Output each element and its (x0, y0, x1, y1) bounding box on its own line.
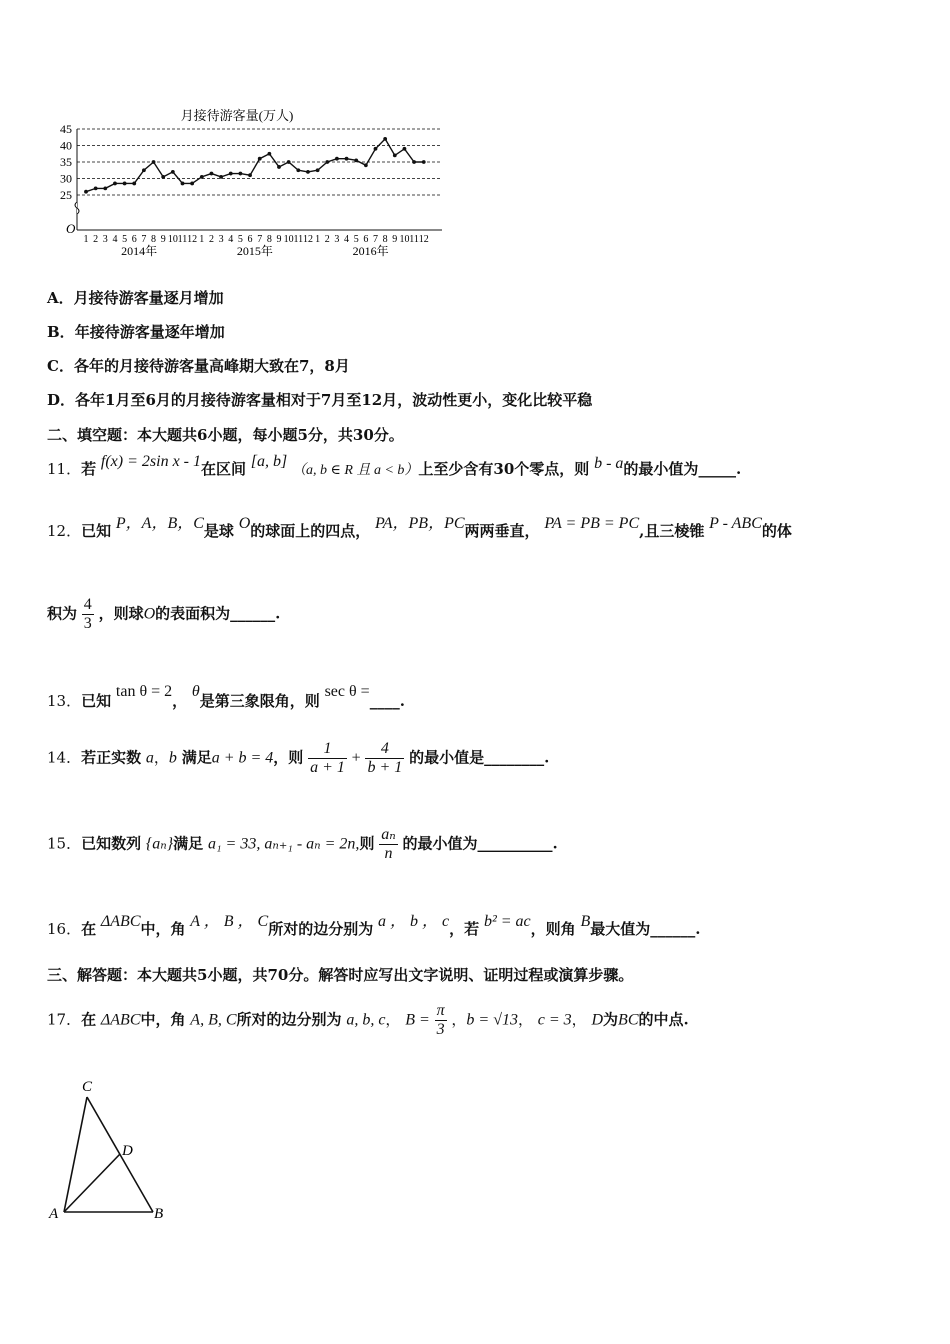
y-tick-35: 35 (60, 155, 72, 169)
x-tick-6: 6 (131, 234, 137, 245)
question-16: 16．在 ΔABC中，角 A ， B ， C所对的边分别为 a ， b ， c，若 b² = ac，则角 B最大值为______. (47, 913, 701, 938)
data-point-13 (200, 175, 204, 179)
x-tick-8: 8 (151, 234, 157, 245)
pi-over-3-fraction: $\frac{\pi}{3}$ (436, 1002, 445, 1038)
x-tick-14: 2 (208, 234, 214, 245)
data-point-18 (248, 173, 252, 177)
data-point-6 (132, 182, 136, 186)
data-point-8 (152, 160, 156, 164)
question-12-cont: 积为 $\frac{4}{3}$ ，则球O的表面积为______. (47, 596, 281, 632)
fraction-1: $\frac{1}{a + 1}$ (310, 740, 345, 776)
question-12: 12．已知 P，A，B，C是球 O的球面上的四点， PA，PB，PC两两垂直， PA = PB = PC,且三棱锥 P - ABC的体 (47, 515, 792, 540)
question-14: 14．若正实数 a，b 满足a + b = 4，则 $\frac{1}{a + 1}$ + $\frac{4}{b + 1}$ 的最小值是________. (47, 740, 550, 776)
data-point-1 (84, 190, 88, 194)
data-point-22 (287, 160, 291, 164)
data-point-25 (316, 168, 320, 172)
data-point-32 (383, 137, 387, 141)
question-15: 15．已知数列 {aₙ}满足 a₁ = 33, aₙ₊₁ - aₙ = 2n,则 $\frac{\text{aₙ}}{n}$ 的最小值为__________. (47, 826, 558, 862)
data-point-30 (364, 163, 368, 167)
data-point-27 (335, 157, 339, 161)
x-tick-5: 5 (122, 234, 128, 245)
side-ac (64, 1097, 87, 1212)
x-tick-15: 3 (218, 234, 224, 245)
data-point-28 (345, 157, 349, 161)
y-tick-40: 40 (60, 138, 72, 153)
data-point-12 (190, 182, 194, 186)
x-tick-27: 3 (334, 234, 340, 245)
x-tick-4: 4 (112, 234, 118, 245)
y-axis-ticks (60, 122, 72, 202)
y-tick-25: 25 (60, 188, 72, 202)
x-tick-7: 7 (141, 234, 147, 245)
data-point-29 (354, 158, 358, 162)
x-tick-33: 9 (392, 234, 398, 245)
x-tick-17: 5 (237, 234, 243, 245)
x-tick-25: 1 (315, 234, 321, 245)
data-point-10 (171, 170, 175, 174)
data-point-34 (403, 147, 407, 151)
option-c: C．各年的月接待游客量高峰期大致在7，8月 (47, 357, 350, 375)
x-tick-28: 4 (344, 234, 350, 245)
data-point-11 (181, 182, 185, 186)
x-tick-22: 10 (283, 234, 294, 245)
data-point-35 (412, 160, 416, 164)
data-point-16 (229, 172, 233, 176)
section2-title: 二、填空题：本大题共6小题，每小题5分，共30分。 (47, 426, 404, 444)
x-tick-20: 8 (266, 234, 272, 245)
label-b: B (154, 1206, 164, 1222)
data-point-15 (219, 175, 223, 179)
data-point-2 (94, 187, 98, 191)
x-tick-31: 7 (373, 234, 378, 245)
year-label-1: 2015年 (236, 244, 273, 258)
data-point-24 (306, 170, 310, 174)
x-tick-29: 5 (353, 234, 359, 245)
x-tick-3: 3 (102, 234, 108, 245)
x-tick-23: 11 (293, 234, 304, 245)
x-tick-26: 2 (324, 234, 330, 245)
label-a: A (49, 1206, 59, 1222)
median-ad (64, 1154, 120, 1212)
data-point-36 (422, 160, 426, 164)
data-point-3 (103, 187, 107, 191)
data-point-14 (210, 172, 214, 176)
question-17: 17．在 ΔABC中，角 A, B, C所对的边分别为 a, b, c， B = $\frac{\pi}{3}$ ，b = √13， c = 3， D为BC的中点. (47, 1002, 689, 1038)
data-point-21 (277, 165, 281, 169)
volume-fraction: $\frac{4}{3}$ (83, 596, 92, 632)
label-d: D (122, 1143, 133, 1159)
question-11: 11．若 f(x) = 2sin x - 1在区间 [a, b] （a, b ∈ R 且 a < b）上至少含有30个零点，则 b - a的最小值为_____. (47, 453, 742, 478)
x-tick-2: 2 (93, 234, 99, 245)
option-d: D．各年1月至6月的月接待游客量相对于7月至12月，波动性更小，变化比较平稳 (47, 391, 593, 409)
year-label-0: 2014年 (121, 244, 158, 258)
x-tick-16: 4 (228, 234, 234, 245)
data-point-9 (161, 175, 165, 179)
data-point-19 (258, 157, 262, 161)
option-a: A．月接待游客量逐月增加 (47, 289, 224, 307)
data-point-33 (393, 154, 397, 158)
data-point-17 (239, 172, 243, 176)
x-tick-24: 12 (302, 234, 313, 245)
x-tick-36: 12 (418, 234, 429, 245)
triangle-figure (40, 1075, 190, 1225)
data-point-26 (325, 160, 329, 164)
chart-grid (77, 129, 442, 195)
x-tick-11: 11 (177, 234, 188, 245)
x-tick-21: 9 (276, 234, 282, 245)
an-over-n-fraction: $\frac{\text{aₙ}}{n}$ (381, 826, 396, 862)
y-tick-45: 45 (60, 122, 72, 136)
label-c: C (82, 1079, 93, 1095)
x-tick-9: 9 (160, 234, 166, 245)
tourist-line-chart (40, 100, 460, 260)
question-13: 13．已知 tan θ = 2， θ是第三象限角，则 sec θ =____. (47, 683, 405, 710)
option-b: B．年接待游客量逐年增加 (47, 323, 225, 341)
chart-title: 月接待游客量(万人) (180, 108, 294, 123)
section3-title: 三、解答题：本大题共5小题，共70分。解答时应写出文字说明、证明过程或演算步骤。 (47, 966, 634, 984)
year-label-2: 2016年 (352, 244, 389, 258)
x-tick-35: 11 (409, 234, 419, 245)
year-labels (121, 243, 389, 258)
x-tick-18: 6 (247, 234, 253, 245)
data-point-23 (296, 168, 300, 172)
data-point-5 (123, 182, 127, 186)
data-point-7 (142, 168, 146, 172)
x-tick-1: 1 (83, 234, 89, 245)
series-line (86, 139, 424, 192)
data-point-20 (267, 152, 271, 156)
x-tick-12: 12 (187, 234, 198, 245)
data-point-31 (374, 147, 378, 151)
y-tick-30: 30 (60, 171, 72, 186)
axis-break (75, 202, 79, 214)
origin-label: O (66, 221, 76, 236)
x-tick-34: 10 (399, 234, 410, 245)
x-tick-30: 6 (363, 234, 369, 245)
data-point-4 (113, 182, 117, 186)
x-tick-13: 1 (199, 234, 205, 245)
x-tick-32: 8 (382, 234, 388, 245)
x-tick-10: 10 (167, 234, 178, 245)
fraction-2: $\frac{4}{b + 1}$ (367, 740, 403, 776)
x-tick-19: 7 (257, 234, 263, 245)
